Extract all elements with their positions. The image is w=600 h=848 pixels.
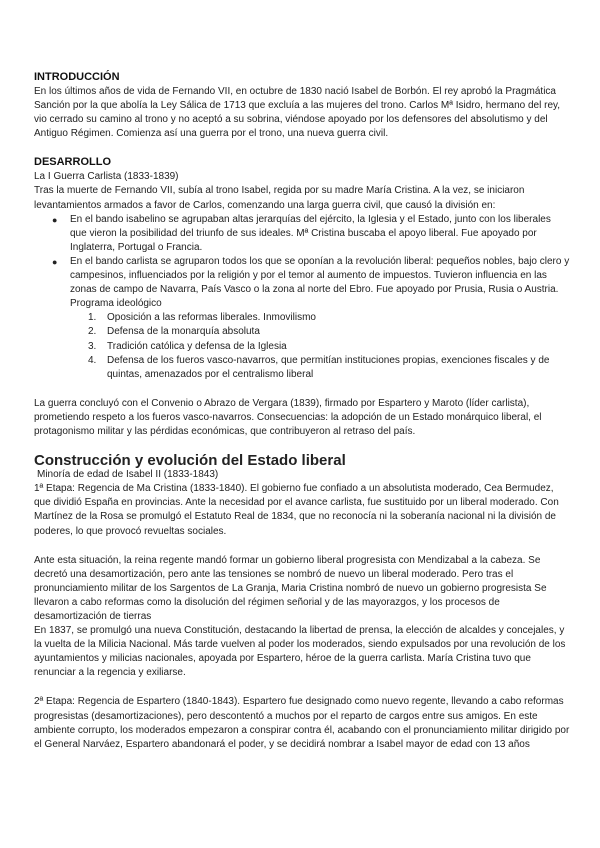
conclusion-paragraph: La guerra concluyó con el Convenio o Abrazo de Vergara (1839), firmado por Espartero y Maroto (líder carlista), prometiendo respeto a los fueros vasco-navarros. Consecuencias: la adopción de un Estado monárquico liberal, el protagonismo militar y las pérdidas económicas, que contribuyeron al retraso del país. (34, 397, 542, 437)
list-number: 3. (88, 340, 97, 352)
list-number: 1. (88, 312, 97, 324)
list-item (34, 311, 570, 325)
situacion-paragraph: Ante esta situación, la reina regente mandó formar un gobierno liberal progresista con Mendizabal a la cabeza. Se decretó una desamortización, pero ante las tensiones se nombró de nuevo un liberal moderado. Pero tras el pronunciamiento militar de los Sargentos de La Granja, Maria Cristina nombró de nuevo un gobierno progresista Se llevaron a cabo reformas como la disolución del régimen señorial y de las mayorazgos, y los procesos de desamortización de tierras (34, 554, 547, 622)
minoria-subheading: Minoría de edad de Isabel II (1833-1843) (37, 469, 219, 481)
list-item-text: En el bando isabelino se agrupaban altas jerarquías del ejército, la Iglesia y el Estado, junto con los liberales que vieron la posibilidad del triunfo de sus ideales. Mª Cristina buscaba el apoyo liberal. Fue apoyado por Inglaterra, Portugal o Francia. (70, 213, 551, 253)
document-page (34, 70, 570, 752)
etapa1-paragraph: 1ª Etapa: Regencia de Ma Cristina (1833-1840). El gobierno fue confiado a un absolutista moderado, Cea Bermudez, que dividió España en provincias. Ante la necesidad por el avance carlista, fue sustituido por un liberal moderado. Con Martínez de la Rosa se promulgó el Estatuto Real de 1834, que no reconocía ni la soberanía nacional ni la división de poderes, lo que provocó revueltas sociales. (34, 483, 559, 537)
list-item (34, 340, 570, 354)
carlist-war-subheading: La I Guerra Carlista (1833-1839) (34, 171, 179, 183)
construccion-heading: Construcción y evolución del Estado liberal (34, 452, 346, 470)
list-item-text: Tradición católica y defensa de la Iglesia (107, 340, 287, 352)
list-number: 2. (88, 326, 97, 338)
list-item (34, 354, 570, 382)
list-item-text: Oposición a las reformas liberales. Inmovilismo (107, 312, 316, 324)
bullet-icon: ● (52, 214, 58, 225)
list-item (34, 213, 570, 255)
list-number: 4. (88, 354, 97, 366)
bullet-icon: ● (52, 256, 58, 267)
intro-paragraph: En los últimos años de vida de Fernando VII, en octubre de 1830 nació Isabel de Borbón. El rey aprobó la Pragmática Sanción por la que abolía la Ley Sálica de 1713 que excluía a las mujeres del trono. Carlos Mª Isidro, hermano del rey, vio cerrado su camino al trono y no aceptó a su sobrina, viéndose apoyado por los defensores del absolutismo y del Antiguo Régimen. Comienza así una guerra por el trono, una nueva guerra civil. (34, 86, 561, 140)
constitucion-paragraph: En 1837, se promulgó una nueva Constitución, destacando la libertad de prensa, la elección de alcaldes y concejales, y la vuelta de la Milicia Nacional. Más tarde vuelven al poder los moderados, siendo expulsados por una revolución de los ayuntamientos y milicias nacionales, apoyada por Espartero, héroe de la guerra carlista. María Cristina tuvo que renunciar a la regencia y exiliarse. (34, 625, 566, 679)
list-item (34, 325, 570, 339)
desarrollo-heading: DESARROLLO (34, 156, 111, 169)
list-item-text: Defensa de la monarquía absoluta (107, 326, 260, 338)
list-item-text: Defensa de los fueros vasco-navarros, que permitían instituciones propias, exenciones fiscales y de quintas, amenazados por el centralismo liberal (107, 354, 550, 380)
etapa2-paragraph: 2ª Etapa: Regencia de Espartero (1840-1843). Espartero fue designado como nuevo regente, llevando a cabo reformas progresistas (desamortizaciones), pero descontentó a muchos por el reparto de cargos entre sus amigos. En este ambiente corrupto, los moderados empezaron a conspirar contra él, acabando con el pronunciamiento militar dirigido por el General Narváez, Espartero abandonará el poder, y se decidirá nombrar a Isabel mayor de edad con 13 años (34, 696, 570, 750)
intro-heading: INTRODUCCIÓN (34, 71, 120, 83)
list-item-text: En el bando carlista se agruparon todos los que se oponían a la revolución liberal: pequeños nobles, bajo clero y campesinos, influenciados por la religión y por el temor al aumento de impuestos. Tuvieron influencia en las zonas de campo de Navarra, País Vasco o la zona al norte del Ebro. Fue apoyado por Prusia, Rusia o Austria. Programa ideológico (70, 255, 570, 310)
desarrollo-paragraph: Tras la muerte de Fernando VII, subía al trono Isabel, regida por su madre María Cristina. A la vez, se iniciaron levantamientos armados a favor de Carlos, comenzando una larga guerra civil, que causó la división en: (34, 185, 525, 211)
list-item (34, 255, 570, 311)
program-list (34, 311, 570, 381)
bando-list (34, 213, 570, 312)
